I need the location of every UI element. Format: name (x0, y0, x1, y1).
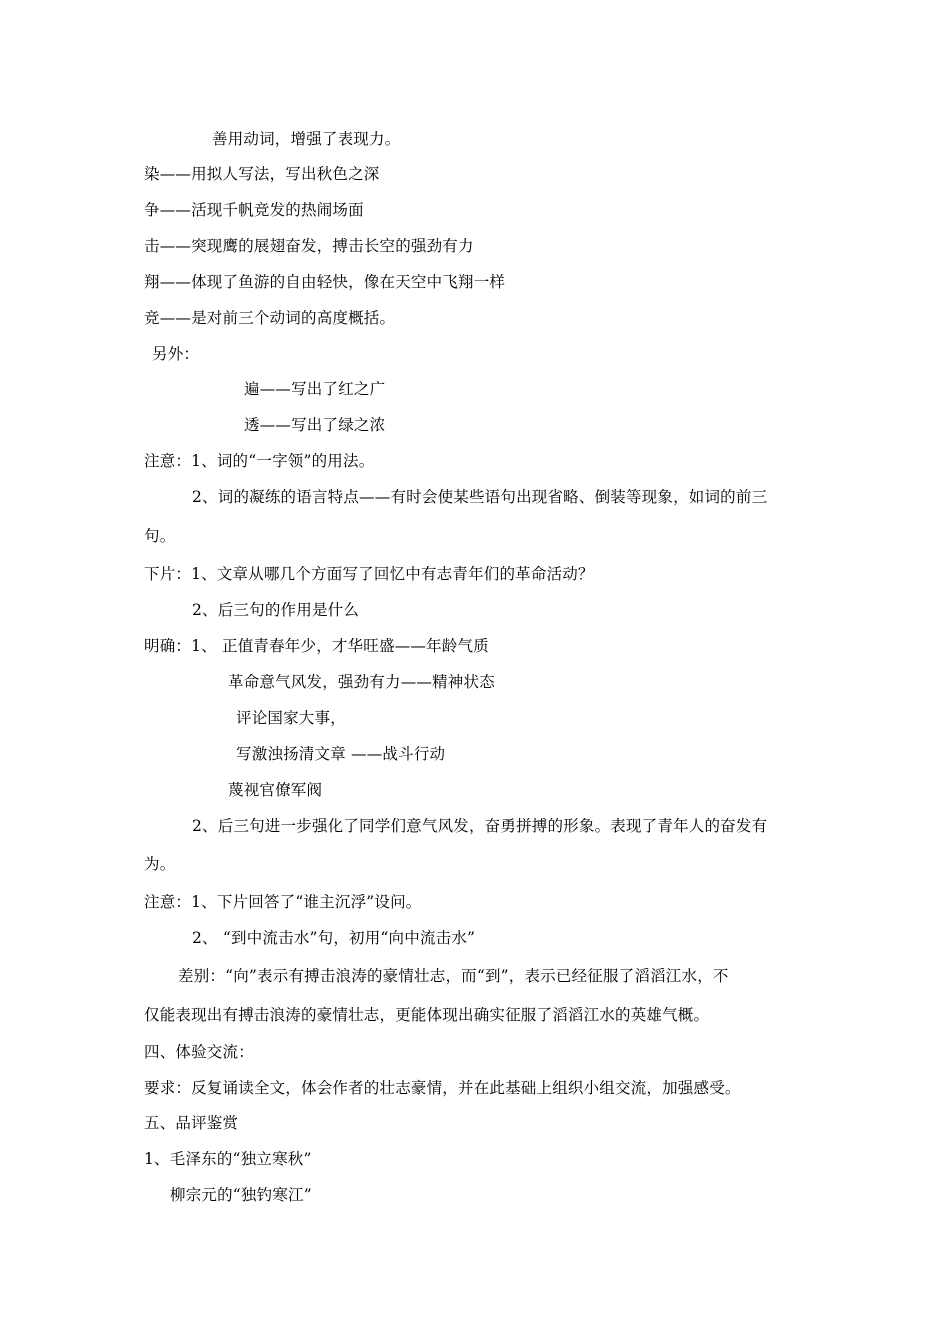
text-line: 要求：反复诵读全文，体会作者的壮志豪情，并在此基础上组织小组交流，加强感受。 (144, 1079, 741, 1097)
text-line: 明确：1、 正值青春年少，才华旺盛——年龄气质 (144, 637, 489, 655)
text-line: 写激浊扬清文章 ——战斗行动 (236, 745, 446, 763)
text-line: 透——写出了绿之浓 (244, 416, 386, 434)
text-line: 2、词的凝练的语言特点——有时会使某些语句出现省略、倒装等现象，如词的前三 (192, 488, 768, 506)
text-line: 五、品评鉴赏 (144, 1114, 239, 1132)
text-line: 句。 (144, 527, 176, 545)
text-line: 翔——体现了鱼游的自由轻快，像在天空中飞翔一样 (144, 273, 506, 291)
text-line: 2、 “到中流击水”句，初用“向中流击水” (192, 929, 476, 947)
text-line: 竞——是对前三个动词的高度概括。 (144, 309, 396, 327)
text-line: 为。 (144, 855, 176, 873)
text-line: 击——突现鹰的展翅奋发，搏击长空的强劲有力 (144, 237, 474, 255)
text-line: 争——活现千帆竞发的热闹场面 (144, 201, 364, 219)
text-line: 四、体验交流： (144, 1043, 254, 1061)
text-line: 柳宗元的“独钓寒江” (170, 1186, 312, 1204)
text-line: 差别：“向”表示有搏击浪涛的豪情壮志，而“到”，表示已经征服了滔滔江水，不 (178, 967, 729, 985)
text-line: 染——用拟人写法，写出秋色之深 (144, 165, 380, 183)
text-line: 善用动词，增强了表现力。 (212, 130, 401, 148)
text-line: 1、毛泽东的“独立寒秋” (144, 1150, 312, 1168)
text-line: 2、后三句的作用是什么 (192, 601, 360, 619)
text-line: 仅能表现出有搏击浪涛的豪情壮志，更能体现出确实征服了滔滔江水的英雄气概。 (144, 1006, 710, 1024)
text-line: 下片：1、文章从哪几个方面写了回忆中有志青年们的革命活动？ (144, 565, 594, 583)
text-line: 蔑视官僚军阀 (228, 781, 323, 799)
text-line: 2、后三句进一步强化了同学们意气风发，奋勇拼搏的形象。表现了青年人的奋发有 (192, 817, 768, 835)
text-line: 评论国家大事， (236, 709, 346, 727)
text-line: 注意：1、下片回答了“谁主沉浮”设问。 (144, 893, 422, 911)
text-line: 注意：1、词的“一字领”的用法。 (144, 452, 375, 470)
text-line: 另外： (152, 345, 200, 363)
text-line: 革命意气风发，强劲有力——精神状态 (228, 673, 495, 691)
text-line: 遍——写出了红之广 (244, 380, 386, 398)
